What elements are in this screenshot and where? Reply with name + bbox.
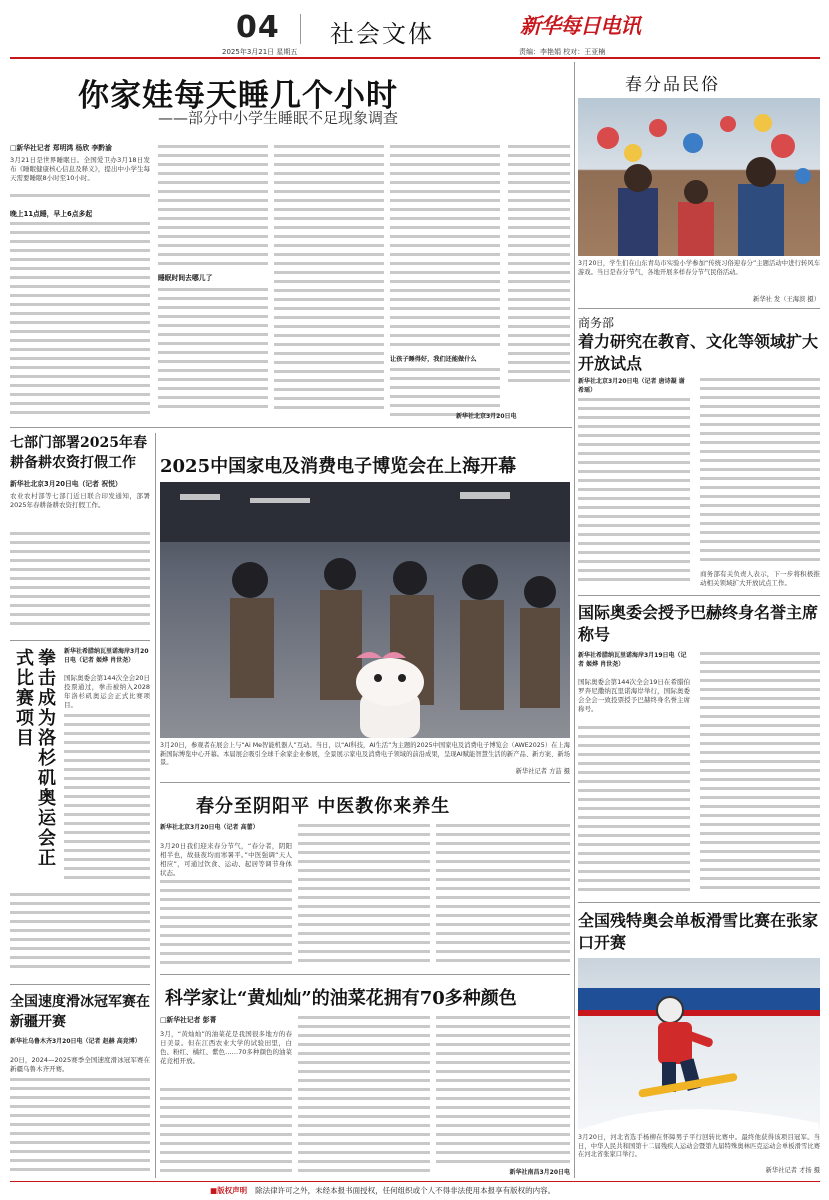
- tcm-lead: 3月20日我们迎来春分节气，“春分者，阴阳相半也，故昼夜均而寒暑平。”中医强调“天人相应”，可通过饮食、运动、起居等调节身体状态。: [160, 842, 292, 877]
- skate-headline: 全国速度滑冰冠军赛在新疆开赛: [10, 994, 150, 1030]
- copyright-notice: [210, 1185, 555, 1196]
- para-caption: 3月20日，河北省选手杨柳在怀障男子平行回转比赛中。最终他获得该项目冠军。当日，中华人民共和国第十二届残疾人运动会暨第九届特殊奥林匹克运动会单板滑雪比赛在河北省张家口举行。: [578, 1134, 820, 1158]
- la-lead: 国际奥委会第144次全会20日投票通过，拳击被纳入2028年洛杉矶奥运会正式比赛项目。: [64, 674, 150, 709]
- commerce-byline: 新华社北京3月20日电（记者 唐诗凝 谢希瑶）: [578, 378, 685, 394]
- tcm-byline: 新华社北京3月20日电（记者 高蕾）: [160, 824, 259, 831]
- tcm-text-col3: [436, 824, 570, 970]
- skate-byline: 新华社乌鲁木齐3月20日电（记者 赵赫 高竞博）: [10, 1038, 141, 1045]
- agri-text: [10, 532, 150, 632]
- tcm-text-col1: [160, 880, 292, 970]
- snowboard-photo-illustration: [578, 958, 820, 1130]
- skate-text: [10, 1078, 150, 1180]
- sleep-text-col3: [274, 145, 384, 420]
- sleep-text-col1a: [10, 194, 150, 208]
- expo-caption: 3月20日，参观者在展会上与“Ai Me智能机器人”互动。当日，以“AI科技，AI生活”为主题的2025中国家电及消费电子博览会（AWE2025）在上海新国际博览中心开幕。本届展会吸引全球千余家企业参展，全景展示家电及消费电子领域的前沿成果，呈现AI赋能智慧生活的新产品、新方案、新场景。: [160, 742, 570, 766]
- spring-photo: [578, 98, 820, 256]
- snowboard-photo: [578, 958, 820, 1130]
- spring-headline: 春分品民俗: [625, 75, 720, 95]
- commerce-headline: 着力研究在教育、文化等领域扩大开放试点: [578, 332, 819, 373]
- sleep-text-col2b: [158, 288, 268, 420]
- agri-lead: 农业农村部等七部门近日联合印发通知，部署2025年春耕备耕农资打假工作。: [10, 492, 150, 509]
- sleep-subheadline: ——部分中小学生睡眠不足现象调查: [158, 109, 399, 127]
- sleep-text-col5: [508, 145, 570, 395]
- sleep-dateline: 新华社北京3月20日电: [456, 413, 517, 420]
- ioc-headline: 国际奥委会授予巴赫终身名誉主席称号: [578, 603, 819, 644]
- ioc-text-lead: 国际奥委会第144次全会19日在希腊伯罗奔尼撒纳瓦里诺海岸举行，国际奥委会全会一致投票授予巴赫终身名誉主席称号。: [578, 678, 690, 713]
- issue-date: 2025年3月21日 星期五: [222, 48, 298, 56]
- rape-headline: 科学家让“黄灿灿”的油菜花拥有70多种颜色: [165, 988, 517, 1009]
- spring-photo-illustration: [578, 98, 820, 256]
- tcm-headline: 春分至阴阳平 中医教你来养生: [196, 796, 451, 817]
- para-headline: 全国残特奥会单板滑雪比赛在张家口开赛: [578, 911, 819, 952]
- la-headline: 拳击成为洛杉矶奥运会正式比赛项目: [13, 648, 56, 868]
- spring-caption: 3月20日，学生们在山东青岛市实验小学参加“传统习俗迎春分”主题活动中进行转风车游戏。当日是春分节气，各地开展多样春分节气民俗活动。: [578, 260, 820, 276]
- page-number: 04: [236, 10, 280, 45]
- newspaper-logo: 新华每日电讯: [520, 13, 640, 38]
- section-title: 社会文体: [330, 20, 434, 48]
- sleep-text-col1: [10, 222, 150, 420]
- sleep-byline: □新华社记者 郑明鸿 杨欣 李黔渝: [10, 144, 112, 152]
- copyright-tag: ■版权声明: [210, 1186, 248, 1195]
- sleep-intro: 3月21日是世界睡眠日。全国爱卫办3月18日发布《睡眠健康核心信息及释义》，提出中小学生每天需要睡眠8小时至10小时。: [10, 156, 150, 182]
- ioc-byline: 新华社希腊纳瓦里诺海岸3月19日电（记者 姬烨 肖世尧）: [578, 652, 687, 668]
- la-text-bottom: [10, 893, 150, 978]
- rape-byline: □新华社记者 彭菁: [160, 1016, 217, 1024]
- sleep-text-col2a: [158, 145, 268, 270]
- commerce-text-left: [578, 398, 690, 590]
- agri-byline: 新华社北京3月20日电（记者 祝悦）: [10, 480, 122, 488]
- expo-photo-illustration: [160, 482, 570, 738]
- sleep-subhead-1: 晚上11点睡，早上6点多起: [10, 210, 93, 218]
- para-credit: 新华社记者 才扬 摄: [765, 1167, 820, 1174]
- commerce-text-end: 商务部有关负责人表示，下一步将积极推动相关领域扩大开放试点工作。: [700, 570, 820, 587]
- sleep-subhead-3: 让孩子睡得好，我们还能做什么: [390, 356, 477, 363]
- rape-dateline: 新华社南昌3月20日电: [509, 1169, 570, 1176]
- copyright-text: 除法律许可之外，未经本报书面授权，任何组织或个人不得非法使用本报享有版权的内容。: [255, 1186, 556, 1195]
- expo-photo: [160, 482, 570, 738]
- agri-headline: 七部门部署2025年春耕备耕农资打假工作: [10, 435, 147, 471]
- ioc-text-right: [700, 652, 820, 897]
- sleep-headline: 你家娃每天睡几个小时: [78, 78, 398, 114]
- skate-lead: 20日，2024—2025赛季全国速度滑冰冠军赛在新疆乌鲁木齐开赛。: [10, 1056, 150, 1073]
- sleep-subhead-2: 睡眠时间去哪儿了: [158, 274, 213, 282]
- editor-credit: 责编：李艳娟 校对：王亚楠: [519, 48, 606, 56]
- la-text-side: [64, 714, 150, 889]
- commerce-text-right: [700, 378, 820, 568]
- expo-credit: 新华社记者 方喆 摄: [515, 768, 570, 775]
- commerce-kicker: 商务部: [578, 316, 615, 330]
- expo-headline: 2025中国家电及消费电子博览会在上海开幕: [160, 456, 517, 477]
- rape-text-col1: [160, 1088, 292, 1180]
- rape-text-col3: [436, 1016, 570, 1166]
- rape-text-col2: [298, 1016, 430, 1180]
- tcm-text-col2: [298, 824, 430, 970]
- sleep-text-col4a: [390, 145, 500, 350]
- la-byline: 新华社希腊纳瓦里诺海岸3月20日电（记者 姬烨 肖世尧）: [64, 648, 149, 664]
- spring-credit: 新华社 发（王海滨 摄）: [753, 296, 820, 303]
- rape-lead: 3月，“黄灿灿”的油菜花是我国很多地方的春日美景。但在江西农业大学的试验田里，白色、粉红、橘红、紫色……70多种颜色的油菜花竞相开放。: [160, 1030, 292, 1065]
- ioc-text-left: [578, 726, 690, 898]
